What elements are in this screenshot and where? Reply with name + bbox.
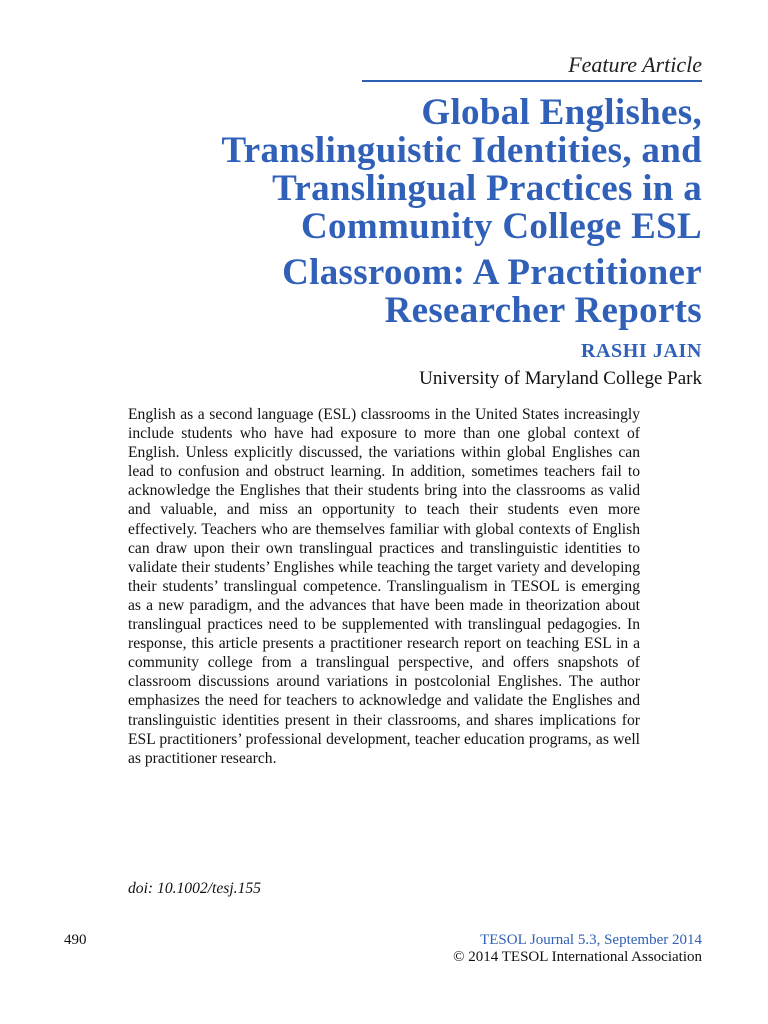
title-line: Classroom: A Practitioner bbox=[282, 252, 702, 293]
header-divider bbox=[362, 80, 702, 82]
doi-link[interactable]: doi: 10.1002/tesj.155 bbox=[128, 880, 261, 897]
copyright-notice: © 2014 TESOL International Association bbox=[453, 949, 702, 965]
author-name: RASHI JAIN bbox=[580, 340, 702, 362]
article-title bbox=[102, 94, 702, 330]
title-line: Translinguistic Identities, and bbox=[221, 130, 702, 171]
section-label: Feature Article bbox=[568, 52, 702, 77]
page-number: 490 bbox=[64, 932, 87, 948]
title-line: Global Englishes, bbox=[421, 92, 702, 133]
abstract-text: English as a second language (ESL) classrooms in the United States increasingly include students who have had exposure to more than one global context of English. Unless explicitly discussed, the variations within global Englishes can lead to confusion and obstruct learning. In addition, sometimes teachers fail to acknowledge the Englishes that their students bring into the classrooms as valid and valuable, and miss an opportunity to teach their students even more effectively. Teachers who are themselves familiar with global contexts of English can draw upon their own translingual practices and translinguistic identities to validate their students’ Englishes while teaching the target variety and developing their students’ translingual competence. Translingualism in TESOL is emerging as a new paradigm, and the advances that have been made in theorization about translingual practices need to be supplemented with translingual pedagogies. In response, this article presents a practitioner research report on teaching ESL in a community college from a translingual perspective, and offers snapshots of classroom discussions around variations in postcolonial Englishes. The author emphasizes the need for teachers to acknowledge and validate the Englishes and translinguistic identities present in their classrooms, and shares implications for ESL practitioners’ professional development, teacher education programs, as well as practitioner research. bbox=[128, 406, 640, 767]
journal-reference: TESOL Journal 5.3, September 2014 bbox=[480, 932, 702, 948]
author-affiliation: University of Maryland College Park bbox=[419, 368, 702, 389]
title-line: Community College ESL bbox=[301, 206, 702, 247]
title-line: Researcher Reports bbox=[384, 290, 702, 331]
title-line: Translingual Practices in a bbox=[272, 168, 702, 209]
